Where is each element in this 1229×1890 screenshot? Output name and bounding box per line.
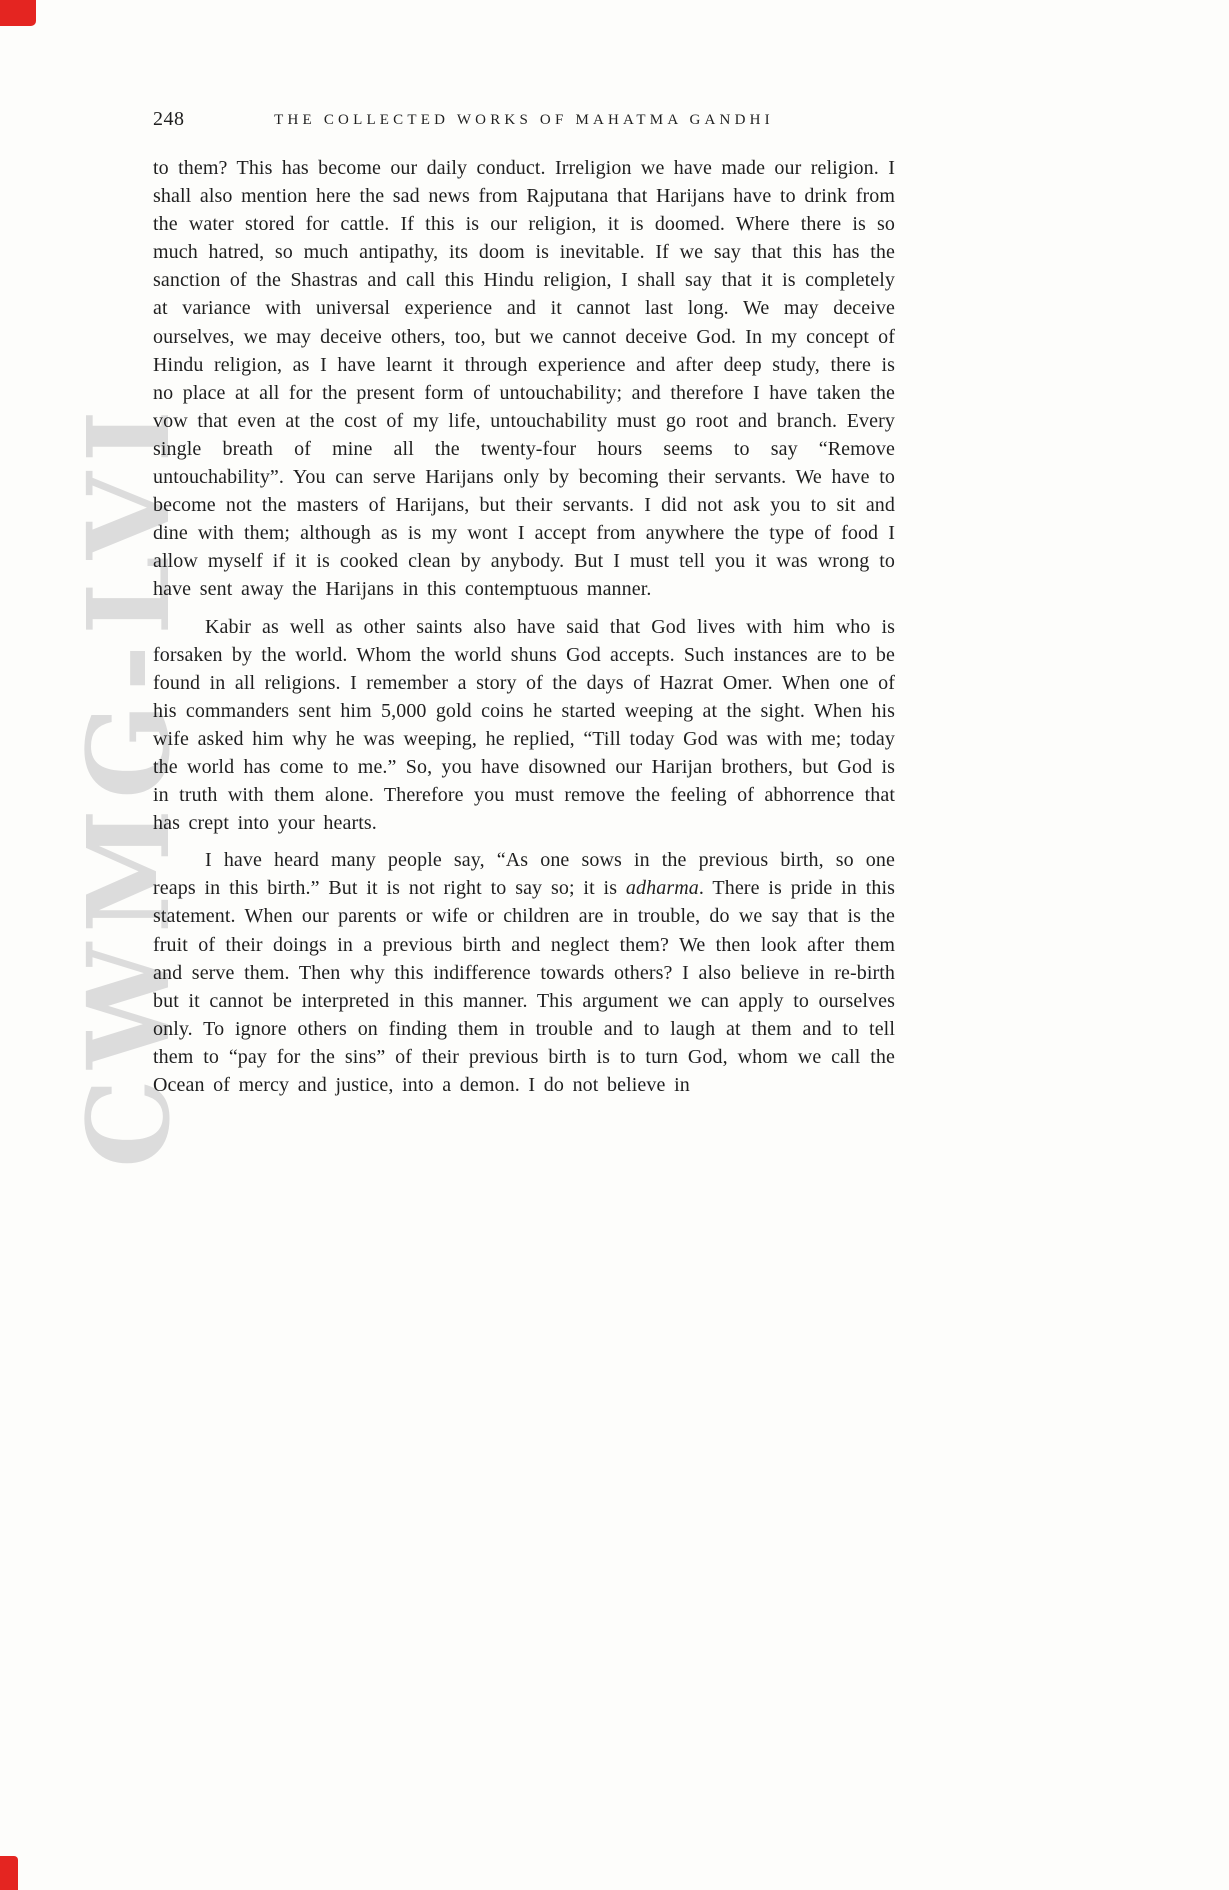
text-run: . There is pride in this statement. When our parents or wife or children are in trouble, do we say that is the fruit of their doings in a previous birth and neglect them? We then look after them and serve them. Then why this indifference towards others? I also believe in re-birth but it cannot be interpreted in this manner. This argument we can apply to ourselves only. To ignore others on finding them in trouble and to laugh at them and to tell them to “pay for the sins” of their previous birth is to turn God, whom we call the Ocean of mercy and justice, into a demon. I do not believe in	[153, 877, 895, 1096]
text-run: I have heard many people say, “As one sows in the previous birth, so one reaps in this birth.” But it is not right to say so; it is	[153, 849, 895, 900]
text-column	[153, 108, 895, 1099]
scan-artifact-top-left	[0, 0, 36, 26]
scan-artifact-bottom-left	[0, 1856, 18, 1890]
text-run: to them? This has become our daily conduct. Irreligion we have made our religion. I shall also mention here the sad news from Rajputana that Harijans have to drink from the water stored for cattle. If this is our religion, it is doomed. Where there is so much hatred, so much antipathy, its doom is inevitable. If we say that this has the sanction of the Shastras and call this Hindu religion, I shall say that it is completely at variance with universal experience and it cannot last long. We may deceive ourselves, we may deceive others, too, but we cannot deceive God. In my concept of Hindu religion, as I have learnt it through experience and after deep study, there is no place at all for the present form of untouchability; and therefore I have taken the vow that even at the cost of my life, untouchability must go root and branch. Every single breath of mine all the twenty-four hours seems to say “Remove untouchability”. You can serve Harijans only by becoming their servants. We have to become not the masters of Harijans, but their servants. I did not ask you to sit and dine with them; although as is my wont I accept from anywhere the type of food I allow myself if it is cooked clean by anybody. But I must tell you it was wrong to have sent away the Harijans in this contemptuous manner.	[153, 157, 895, 601]
running-head-title: THE COLLECTED WORKS OF MAHATMA GANDHI	[274, 112, 774, 128]
running-header	[153, 108, 895, 138]
text-run: Kabir as well as other saints also have said that God lives with him who is forsaken by the world. Whom the world shuns God accepts. Such instances are to be found in all religions. I remember a story of the days of Hazrat Omer. When one of his commanders sent him 5,000 gold coins he started weeping at the sight. When his wife asked him why he was weeping, he replied, “Till today God was with me; today the world has come to me.” So, you have disowned our Harijan brothers, but God is in truth with them alone. Therefore you must remove the feeling of abhorrence that has crept into your hearts.	[153, 615, 895, 835]
page-number: 248	[153, 108, 185, 130]
paragraph	[153, 154, 895, 604]
paragraph	[153, 846, 895, 1099]
paragraph	[153, 613, 895, 838]
italic-text-run: adharma	[625, 877, 699, 900]
body-text	[153, 154, 895, 1099]
volume-watermark: CWMG-LVI	[64, 400, 195, 1168]
